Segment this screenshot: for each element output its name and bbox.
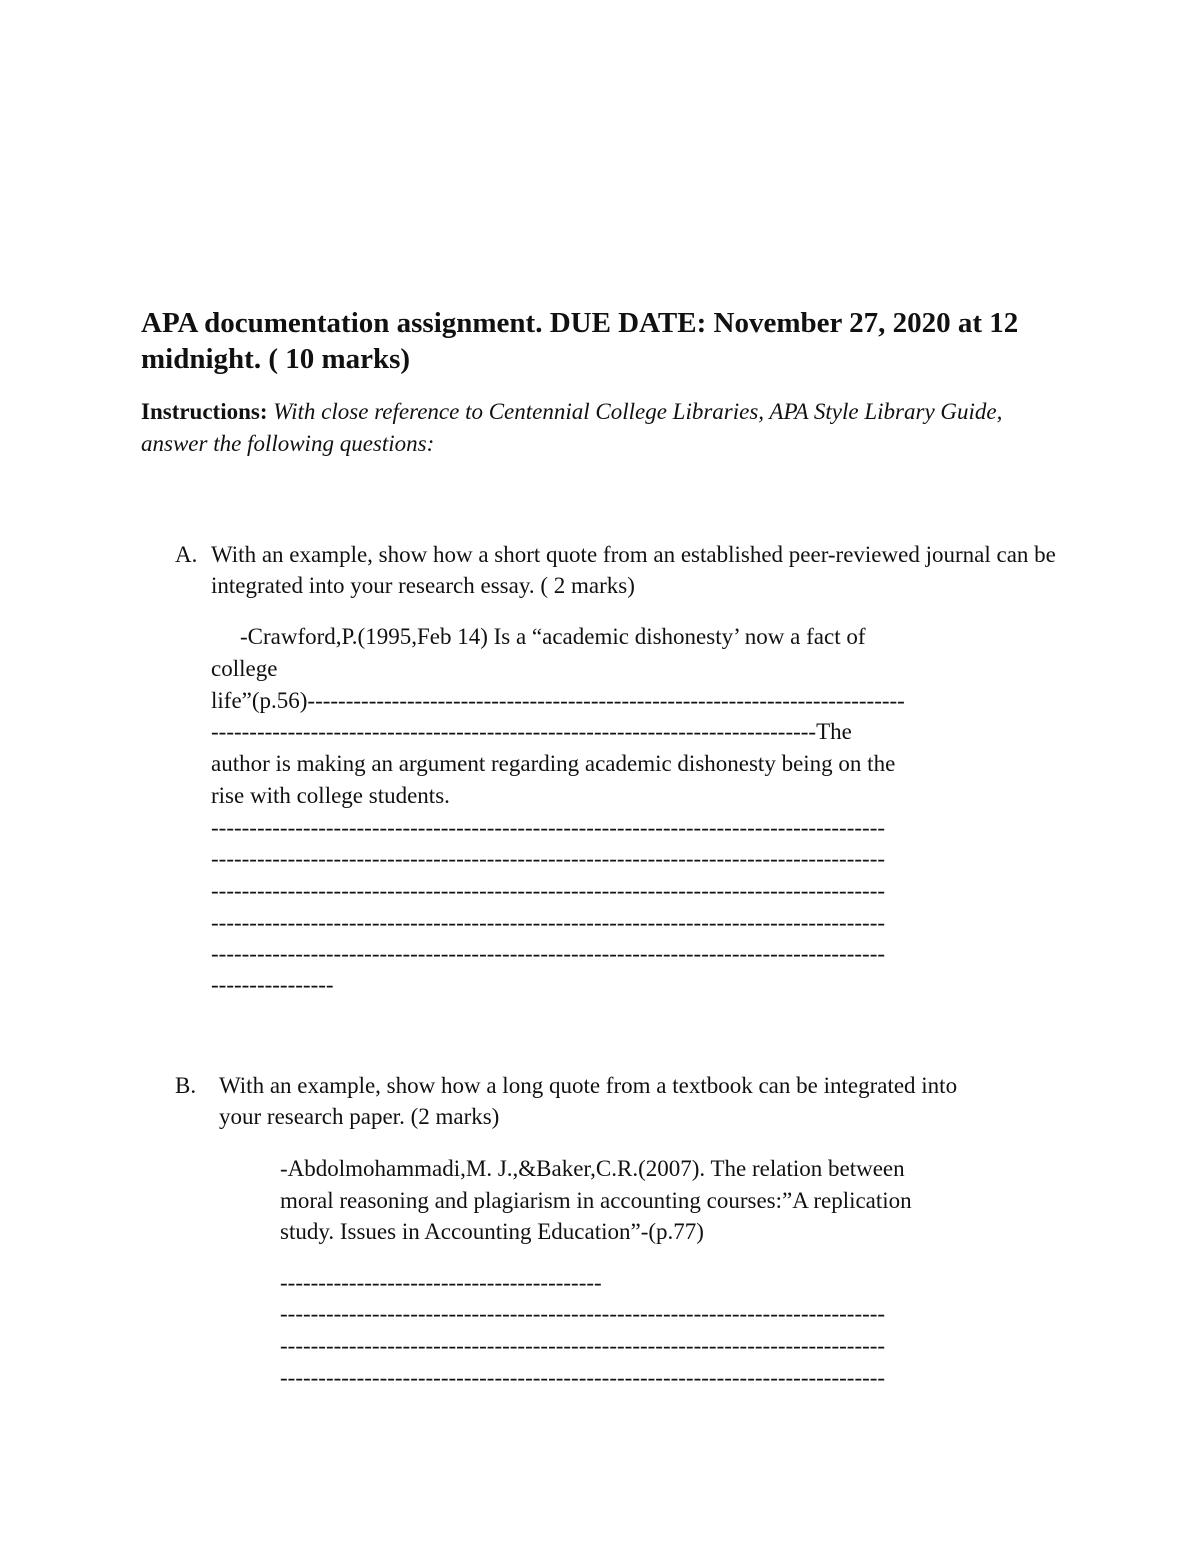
question-b-dash-line: -------------------------------------------------------------------------------	[280, 1333, 886, 1358]
question-a-answer-line: -Crawford,P.(1995,Feb 14) Is a “academic dishonesty’ now a fact of	[240, 624, 866, 649]
question-b-answer-line: moral reasoning and plagiarism in accounting courses:”A replication	[280, 1188, 912, 1213]
question-a-answer-line: -------------------------------------------------------------------------------The	[211, 719, 852, 744]
question-a-dash-line: ----------------------------------------------------------------------------------------	[211, 878, 886, 903]
question-a-answer-line: author is making an argument regarding academic dishonesty being on the	[211, 751, 896, 776]
instructions-text: With close reference to Centennial College Libraries, APA Style Library Guide, answer the following questions:	[141, 399, 1003, 456]
instructions	[141, 396, 1041, 460]
question-b-answer-line: study. Issues in Accounting Education”-(p.77)	[280, 1219, 704, 1244]
question-a-text: With an example, show how a short quote from an established peer-reviewed journal can be integrated into your research essay. ( 2 marks)	[211, 542, 1056, 598]
question-b-letter: B.	[175, 1073, 197, 1098]
question-a-answer-line: college	[211, 656, 278, 681]
question-a-dash-line: ----------------------------------------------------------------------------------------	[211, 910, 886, 935]
instructions-label: Instructions:	[141, 399, 268, 424]
question-b-dash-line: -------------------------------------------------------------------------------	[280, 1365, 886, 1390]
question-a-letter: A.	[175, 542, 198, 567]
question-a-answer-line: life”(p.56)------------------------------------------------------------------------------	[211, 688, 905, 713]
question-b-answer-line: -Abdolmohammadi,M. J.,&Baker,C.R.(2007). The relation between	[280, 1156, 905, 1181]
question-a-dash-line: ----------------	[211, 972, 334, 997]
question-b-dash-line: -------------------------------------------------------------------------------	[280, 1301, 886, 1326]
question-a-dash-line: ----------------------------------------------------------------------------------------	[211, 941, 886, 966]
question-b-text: With an example, show how a long quote from a textbook can be integrated into your research paper. (2 marks)	[219, 1073, 958, 1129]
question-b-dash-line: ------------------------------------------	[280, 1270, 602, 1295]
question-a-dash-line: ----------------------------------------------------------------------------------------	[211, 846, 886, 871]
question-a-dash-line: ----------------------------------------------------------------------------------------	[211, 815, 886, 840]
question-a-answer-line: rise with college students.	[211, 783, 450, 808]
document-title: APA documentation assignment. DUE DATE: November 27, 2020 at 12 midnight. ( 10 marks)	[141, 307, 1019, 375]
